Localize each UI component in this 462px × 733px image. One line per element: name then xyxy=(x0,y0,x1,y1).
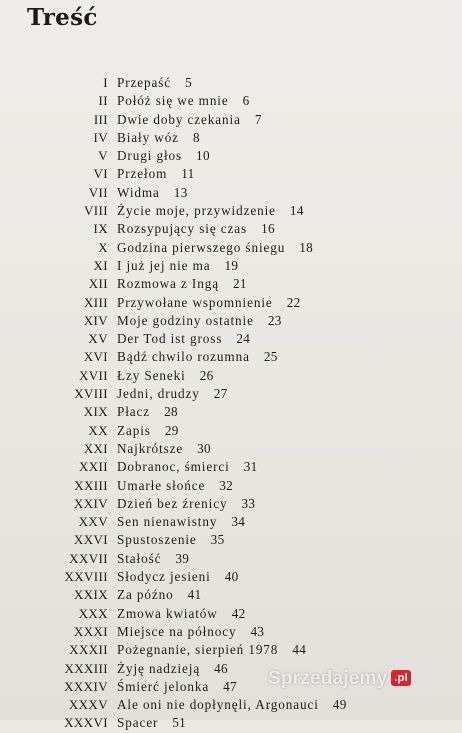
toc-entry xyxy=(0,550,462,568)
table-of-contents xyxy=(0,74,462,733)
toc-entry xyxy=(0,513,462,531)
chapter-title: Bądź chwilo rozumna xyxy=(117,349,250,365)
chapter-entry xyxy=(117,312,282,330)
chapter-entry xyxy=(117,74,192,92)
chapter-entry xyxy=(117,184,188,202)
page-number: 7 xyxy=(254,111,262,127)
chapter-number: XXVI xyxy=(73,532,108,548)
page-number: 44 xyxy=(292,642,307,658)
chapter-number: XIV xyxy=(83,312,108,328)
toc-entry xyxy=(0,568,462,586)
chapter-number: XXIV xyxy=(73,495,108,511)
toc-entry xyxy=(0,348,462,366)
toc-entry xyxy=(0,440,462,458)
chapter-entry xyxy=(117,330,250,348)
chapter-entry xyxy=(117,458,258,476)
chapter-number: XII xyxy=(88,276,108,292)
chapter-entry xyxy=(117,257,238,275)
toc-entry xyxy=(0,403,462,421)
toc-entry xyxy=(0,477,462,495)
chapter-title: Za późno xyxy=(117,587,174,603)
page-number: 42 xyxy=(231,605,246,621)
toc-entry xyxy=(0,422,462,440)
page-number: 49 xyxy=(332,697,347,713)
chapter-number: XXXIV xyxy=(64,678,108,694)
chapter-entry xyxy=(117,495,255,513)
chapter-entry xyxy=(117,385,228,403)
chapter-title: Spustoszenie xyxy=(117,532,197,548)
page-number: 46 xyxy=(214,660,228,676)
chapter-number: XX xyxy=(88,422,108,438)
chapter-number: X xyxy=(98,239,108,255)
chapter-entry xyxy=(117,477,233,495)
chapter-title: Pożegnanie, sierpień 1978 xyxy=(117,642,279,658)
toc-entry xyxy=(0,495,462,513)
page-number: 6 xyxy=(242,93,250,109)
chapter-entry xyxy=(117,220,275,238)
chapter-title: Godzina pierwszego śniegu xyxy=(117,239,286,255)
page-number: 11 xyxy=(181,166,195,182)
chapter-entry xyxy=(117,660,228,678)
chapter-title: Życie moje, przywidzenie xyxy=(117,203,276,219)
chapter-entry xyxy=(117,531,224,549)
toc-entry xyxy=(0,531,462,549)
chapter-entry xyxy=(117,129,200,147)
page-number: 16 xyxy=(261,221,275,237)
chapter-title: Zapis xyxy=(117,422,151,438)
chapter-number: XXIII xyxy=(74,477,108,493)
page-number: 10 xyxy=(196,148,210,164)
chapter-title: Rozsypujący się czas xyxy=(117,221,248,237)
chapter-title: Dwie doby czekania xyxy=(117,111,241,127)
page-number: 18 xyxy=(299,239,314,255)
chapter-title: Spacer xyxy=(117,715,159,731)
chapter-title: Śmierć jelonka xyxy=(117,678,210,694)
chapter-entry xyxy=(117,239,313,257)
page-number: 26 xyxy=(199,367,214,383)
toc-entry xyxy=(0,165,462,183)
toc-entry xyxy=(0,696,462,714)
chapter-number: XXII xyxy=(78,459,108,475)
chapter-number: XXVIII xyxy=(64,569,108,585)
page-number: 21 xyxy=(232,276,247,292)
page-number: 24 xyxy=(236,331,251,347)
chapter-title: Zmowa kwiatów xyxy=(117,605,218,621)
toc-entry xyxy=(0,605,462,623)
toc-entry xyxy=(0,641,462,659)
chapter-title: Połóż się we mnie xyxy=(117,93,229,109)
toc-entry xyxy=(0,184,462,202)
toc-entry xyxy=(0,714,462,732)
chapter-number: XXVII xyxy=(69,550,108,566)
toc-entry xyxy=(0,202,462,220)
chapter-title: Dobranoc, śmierci xyxy=(117,459,230,475)
chapter-entry xyxy=(117,605,246,623)
chapter-title: Sen nienawistny xyxy=(117,514,218,530)
chapter-title: Płacz xyxy=(117,404,151,420)
chapter-number: XXV xyxy=(78,514,108,530)
chapter-entry xyxy=(117,294,300,312)
page-number: 41 xyxy=(187,587,202,603)
chapter-number: III xyxy=(93,111,108,127)
chapter-title: Rozmowa z Ingą xyxy=(117,276,219,292)
chapter-number: VII xyxy=(88,184,108,200)
page-number: 27 xyxy=(213,386,228,402)
page-number: 30 xyxy=(197,440,211,456)
chapter-number: XXI xyxy=(83,440,108,456)
chapter-number: XIX xyxy=(83,404,108,420)
toc-entry xyxy=(0,330,462,348)
chapter-title: Jedni, drudzy xyxy=(117,386,200,402)
chapter-entry xyxy=(117,348,278,366)
chapter-entry xyxy=(117,513,245,531)
page-number: 33 xyxy=(241,495,256,511)
chapter-number: V xyxy=(98,148,108,164)
chapter-entry xyxy=(117,568,239,586)
chapter-number: XXXIII xyxy=(64,660,108,676)
chapter-title: Widma xyxy=(117,184,160,200)
chapter-number: XXXV xyxy=(68,697,108,713)
watermark-logo xyxy=(268,668,411,690)
toc-entry xyxy=(0,129,462,147)
chapter-entry xyxy=(117,422,179,440)
chapter-entry xyxy=(117,714,186,732)
chapter-number: IV xyxy=(93,129,108,145)
toc-entry xyxy=(0,367,462,385)
chapter-entry xyxy=(117,678,237,696)
page-number: 43 xyxy=(250,623,265,639)
chapter-number: XVII xyxy=(78,367,108,383)
chapter-number: XV xyxy=(88,331,108,347)
page-number: 25 xyxy=(263,349,278,365)
chapter-title: Przywołane wspomnienie xyxy=(117,294,273,310)
chapter-entry xyxy=(117,202,304,220)
chapter-entry xyxy=(117,367,214,385)
page-number: 28 xyxy=(164,404,178,420)
chapter-number: IX xyxy=(93,221,108,237)
page-number: 47 xyxy=(223,678,237,694)
chapter-number: VIII xyxy=(84,203,108,219)
toc-entry xyxy=(0,92,462,110)
toc-entry xyxy=(0,586,462,604)
chapter-title: Drugi głos xyxy=(117,148,183,164)
toc-entry xyxy=(0,111,462,129)
page-number: 32 xyxy=(219,477,234,493)
chapter-title: Żyję nadzieją xyxy=(117,660,201,676)
toc-entry xyxy=(0,623,462,641)
page-number: 40 xyxy=(224,569,239,585)
chapter-title: Przepaść xyxy=(117,75,172,90)
chapter-number: VI xyxy=(93,166,108,182)
page-title: Treść xyxy=(27,4,98,31)
chapter-number: XXXII xyxy=(69,642,108,658)
page-number: 19 xyxy=(224,257,239,273)
chapter-title: Moje godziny ostatnie xyxy=(117,312,254,328)
chapter-number: XXXVI xyxy=(64,715,108,731)
chapter-title: Ale oni nie dopłynęli, Argonauci xyxy=(117,697,319,713)
chapter-title: I już jej nie ma xyxy=(117,257,211,273)
page-number: 29 xyxy=(164,422,179,438)
chapter-title: Przełom xyxy=(117,166,168,182)
toc-entry xyxy=(0,294,462,312)
page-number: 13 xyxy=(173,184,188,200)
page-number: 31 xyxy=(243,459,258,475)
page-number: 5 xyxy=(185,75,192,90)
chapter-title: Umarłe słońce xyxy=(117,477,206,493)
chapter-number: XVIII xyxy=(74,386,108,402)
page-number: 35 xyxy=(210,532,225,548)
chapter-title: Słodycz jesieni xyxy=(117,569,211,585)
chapter-entry xyxy=(117,165,195,183)
chapter-number: XXX xyxy=(78,605,108,621)
page-number: 39 xyxy=(175,550,190,566)
chapter-entry xyxy=(117,275,247,293)
page-number: 23 xyxy=(267,312,282,328)
chapter-number: I xyxy=(103,75,108,90)
chapter-number: XXIX xyxy=(73,587,108,603)
chapter-entry xyxy=(117,403,178,421)
chapter-entry xyxy=(117,696,347,714)
toc-entry xyxy=(0,147,462,165)
chapter-title: Łzy Seneki xyxy=(117,367,186,383)
toc-entry xyxy=(0,275,462,293)
chapter-title: Dzień bez źrenicy xyxy=(117,495,228,511)
chapter-entry xyxy=(117,641,306,659)
chapter-number: II xyxy=(98,93,108,109)
toc-entry xyxy=(0,458,462,476)
chapter-entry xyxy=(117,92,250,110)
page-number: 14 xyxy=(289,203,304,219)
toc-entry xyxy=(0,220,462,238)
chapter-title: Der Tod ist gross xyxy=(117,331,223,347)
toc-entry xyxy=(0,239,462,257)
page-number: 51 xyxy=(172,715,187,731)
toc-entry xyxy=(0,385,462,403)
chapter-title: Biały wóz xyxy=(117,129,179,145)
chapter-number: XIII xyxy=(84,294,108,310)
chapter-entry xyxy=(117,147,210,165)
watermark-text: Sprzedajemy xyxy=(268,668,388,689)
chapter-entry xyxy=(117,440,211,458)
chapter-entry xyxy=(117,586,201,604)
chapter-number: XVI xyxy=(83,349,108,365)
chapter-title: Stałość xyxy=(117,550,162,566)
watermark-badge: .pl xyxy=(391,670,410,686)
page-number: 34 xyxy=(231,514,246,530)
chapter-number: XXXI xyxy=(73,623,108,639)
page-number: 8 xyxy=(192,129,200,145)
chapter-number: XI xyxy=(93,257,108,273)
chapter-title: Najkrótsze xyxy=(117,440,184,456)
chapter-entry xyxy=(117,623,264,641)
toc-entry xyxy=(0,312,462,330)
chapter-title: Miejsce na północy xyxy=(117,623,237,639)
chapter-entry xyxy=(117,550,189,568)
toc-entry xyxy=(0,74,462,92)
page-number: 22 xyxy=(286,294,301,310)
chapter-entry xyxy=(117,111,262,129)
toc-entry xyxy=(0,257,462,275)
